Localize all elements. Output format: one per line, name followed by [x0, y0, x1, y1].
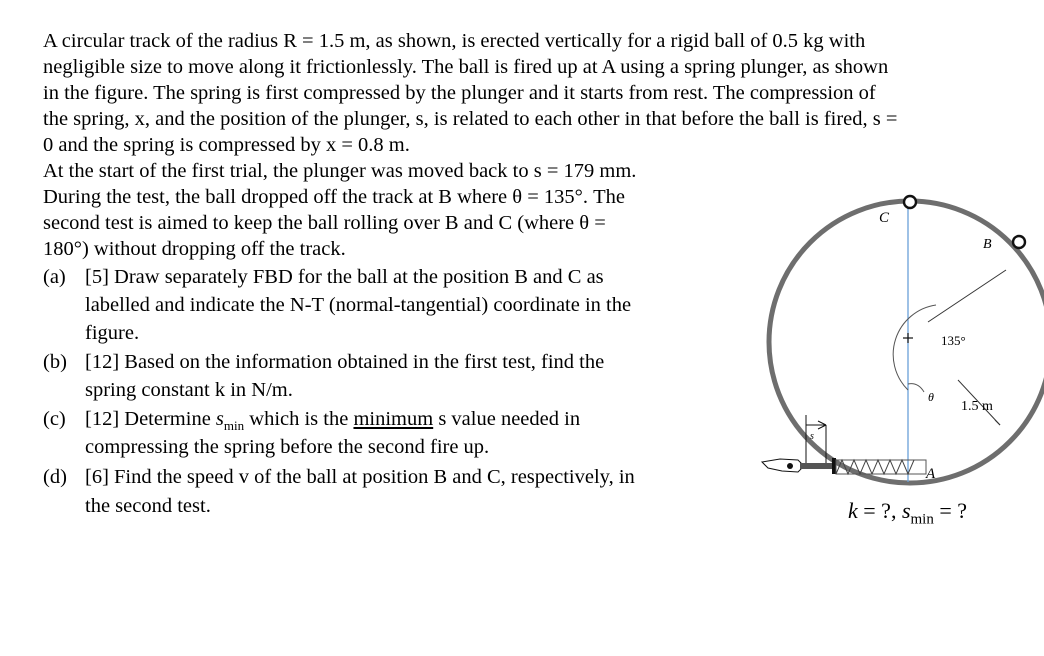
answer-s-sub: min [910, 511, 934, 528]
angle-label-135: 135° [941, 333, 966, 348]
spring-plunger [762, 415, 926, 474]
label-B: B [983, 237, 992, 252]
intro-line-8: second test is aimed to keep the ball rolling over B and C (where θ = [43, 212, 606, 234]
intro-line-4: the spring, x, and the position of the plunger, s, is related to each other in that before the ball is fired, s = [43, 108, 898, 130]
hand-icon [762, 459, 804, 472]
answer-eq1: = ?, [857, 498, 902, 523]
plunger-rod [800, 463, 832, 469]
question-c-smin-sub: min [223, 418, 245, 434]
question-c-label: (c) [43, 408, 66, 430]
question-c-underlined-word: minimum [353, 408, 434, 430]
answer-eq2: = ? [933, 498, 968, 523]
question-c-text-mid: which is the [244, 408, 354, 430]
question-a-line-1: [5] Draw separately FBD for the ball at the position B and C as [85, 266, 604, 288]
question-a-line-3: figure. [85, 322, 140, 344]
question-c-text-pre: [12] Determine [85, 408, 216, 430]
s-dim-arrow-top [818, 421, 826, 425]
angle-arc-135 [893, 305, 936, 390]
intro-line-1: A circular track of the radius R = 1.5 m, as shown, is erected vertically for a rigid ball of 0.5 kg with [43, 30, 866, 52]
radius-dimension-arrow [995, 420, 1000, 425]
answer-k: k [848, 498, 858, 523]
question-c-smin: s [215, 408, 224, 430]
answer-equation [848, 498, 967, 528]
radius-label: 1.5 m [961, 399, 993, 414]
intro-line-5: 0 and the spring is compressed by x = 0.8 m. [43, 134, 410, 156]
intro-line-6: At the start of the first trial, the plunger was moved back to s = 179 mm. [43, 160, 637, 182]
plunger-knob [787, 463, 793, 469]
theta-label: θ [928, 390, 934, 404]
plunger-head [832, 458, 836, 474]
answer-s: s [901, 498, 911, 523]
theta-arc [908, 384, 924, 392]
label-C: C [879, 210, 890, 226]
ball-marker-C [904, 196, 916, 208]
question-a-line-2: labelled and indicate the N-T (normal-tangential) coordinate in the [85, 294, 632, 316]
intro-line-7: During the test, the ball dropped off the track at B where θ = 135°. The [43, 186, 625, 208]
question-b-label: (b) [43, 351, 67, 373]
question-b-line-1: [12] Based on the information obtained in the first test, find the [85, 351, 605, 373]
intro-line-9: 180°) without dropping off the track. [43, 238, 346, 260]
intro-line-3: in the figure. The spring is first compressed by the plunger and it starts from rest. The compression of [43, 82, 876, 104]
intro-line-2: negligible size to move along it frictionlessly. The ball is fired up at A using a spring plunger, as shown [43, 56, 889, 78]
question-d-label: (d) [43, 466, 67, 488]
question-d-line-1: [6] Find the speed v of the ball at position B and C, respectively, in [85, 466, 635, 488]
radius-to-B [928, 270, 1006, 322]
label-A: A [926, 466, 936, 482]
question-b-line-2: spring constant k in N/m. [85, 379, 293, 401]
question-c-line-2: compressing the spring before the second fire up. [85, 436, 490, 458]
ball-marker-B [1013, 236, 1025, 248]
s-label: s [810, 431, 814, 442]
s-dim-arrow-bottom [818, 425, 826, 429]
question-c-text-post: s value needed in [433, 408, 581, 430]
question-a-label: (a) [43, 266, 66, 288]
question-d-line-2: the second test. [85, 495, 211, 517]
